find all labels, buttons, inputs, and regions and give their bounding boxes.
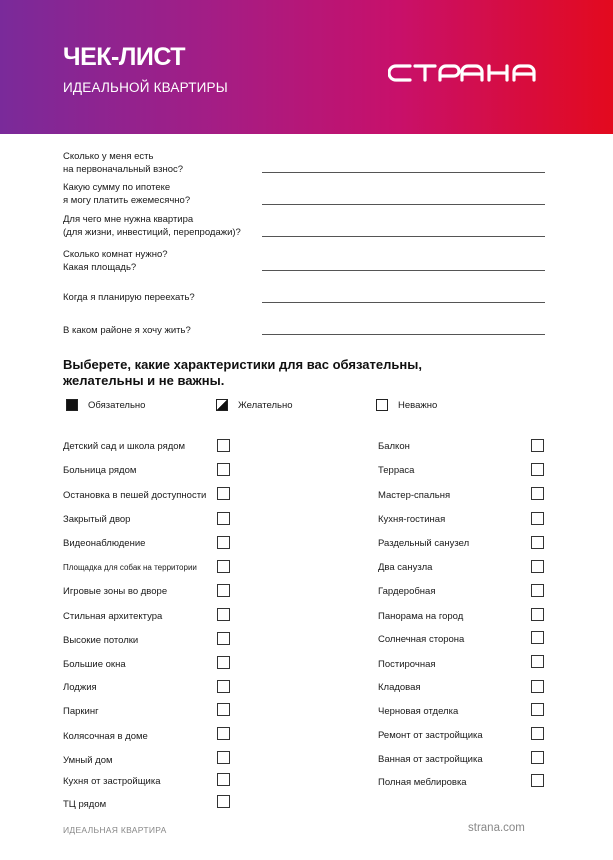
filled-square-icon — [66, 399, 78, 411]
list-item: Кухня от застройщика — [63, 775, 161, 787]
legend-desired — [216, 399, 292, 411]
checkbox[interactable] — [531, 536, 544, 549]
list-item: Терраса — [378, 464, 415, 476]
checkbox[interactable] — [217, 463, 230, 476]
legend-required-label: Обязательно — [88, 399, 146, 411]
checkbox[interactable] — [217, 608, 230, 621]
checkbox[interactable] — [531, 751, 544, 764]
checkbox[interactable] — [531, 463, 544, 476]
checkbox[interactable] — [217, 560, 230, 573]
list-item: Раздельный санузел — [378, 537, 470, 549]
answer-line-mortgage-payment[interactable] — [262, 204, 545, 205]
list-item: Балкон — [378, 440, 410, 452]
checkbox[interactable] — [531, 727, 544, 740]
list-item: Высокие потолки — [63, 634, 139, 646]
checkbox[interactable] — [531, 631, 544, 644]
answer-line-purpose[interactable] — [262, 236, 545, 237]
list-item: Стильная архитектура — [63, 610, 163, 622]
list-item: Колясочная в доме — [63, 730, 148, 742]
list-item: Видеонаблюдение — [63, 537, 146, 549]
list-item: Умный дом — [63, 754, 113, 766]
half-filled-square-icon — [216, 399, 228, 411]
checkbox[interactable] — [217, 584, 230, 597]
answer-line-down-payment[interactable] — [262, 172, 545, 173]
strana-logo-icon — [388, 63, 545, 83]
list-item: Большие окна — [63, 658, 126, 670]
list-item: Закрытый двор — [63, 513, 131, 525]
page-subtitle: ИДЕАЛЬНОЙ КВАРТИРЫ — [63, 80, 228, 95]
checkbox[interactable] — [531, 680, 544, 693]
checkbox[interactable] — [217, 656, 230, 669]
list-item: Ванная от застройщика — [378, 753, 483, 765]
list-item: Черновая отделка — [378, 705, 459, 717]
legend-desired-label: Желательно — [238, 399, 293, 411]
list-item: Лоджия — [63, 681, 97, 693]
question-rooms-area: Сколько комнат нужно? Какая площадь? — [63, 249, 168, 273]
checkbox[interactable] — [531, 608, 544, 621]
section-title: Выберете, какие характеристики для вас обязательны, желательны и не важны. — [63, 357, 422, 388]
checkbox[interactable] — [531, 439, 544, 452]
question-down-payment: Сколько у меня есть на первоначальный взнос? — [63, 151, 184, 175]
list-item: Кладовая — [378, 681, 421, 693]
checkbox[interactable] — [217, 751, 230, 764]
checkbox[interactable] — [531, 584, 544, 597]
checkbox[interactable] — [217, 512, 230, 525]
footer-caption: ИДЕАЛЬНАЯ КВАРТИРА — [63, 825, 167, 835]
footer-website: strana.com — [468, 822, 525, 834]
empty-square-icon — [376, 399, 388, 411]
page-title: ЧЕК-ЛИСТ — [63, 43, 186, 71]
list-item: Паркинг — [63, 705, 99, 717]
list-item: Панорама на город — [378, 610, 464, 622]
question-purpose: Для чего мне нужна квартира (для жизни, инвестиций, перепродажи)? — [63, 214, 241, 238]
question-move-date: Когда я планирую переехать? — [63, 292, 195, 303]
list-item: Детский сад и школа рядом — [63, 440, 186, 452]
checkbox[interactable] — [531, 487, 544, 500]
checkbox[interactable] — [531, 512, 544, 525]
checkbox[interactable] — [217, 536, 230, 549]
checkbox[interactable] — [217, 795, 230, 808]
list-item: Постирочная — [378, 658, 436, 670]
answer-line-move-date[interactable] — [262, 302, 545, 303]
list-item: Игровые зоны во дворе — [63, 585, 168, 597]
answer-line-rooms-area[interactable] — [262, 270, 545, 271]
list-item: Гардеробная — [378, 585, 436, 597]
checkbox[interactable] — [217, 727, 230, 740]
legend-unimportant-label: Неважно — [398, 399, 438, 411]
list-item: Мастер-спальня — [378, 489, 451, 501]
header-banner — [0, 0, 613, 134]
list-item: ТЦ рядом — [63, 798, 107, 810]
legend-unimportant — [376, 399, 437, 411]
checkbox[interactable] — [217, 680, 230, 693]
checkbox[interactable] — [531, 774, 544, 787]
list-item: Больница рядом — [63, 464, 137, 476]
checkbox[interactable] — [217, 703, 230, 716]
checkbox[interactable] — [217, 439, 230, 452]
checkbox[interactable] — [531, 703, 544, 716]
list-item: Площадка для собак на территории — [63, 562, 197, 572]
checkbox[interactable] — [531, 655, 544, 668]
checkbox[interactable] — [531, 560, 544, 573]
list-item: Остановка в пешей доступности — [63, 489, 207, 501]
checkbox[interactable] — [217, 773, 230, 786]
question-district: В каком районе я хочу жить? — [63, 325, 191, 336]
list-item: Ремонт от застройщика — [378, 729, 483, 741]
list-item: Полная меблировка — [378, 776, 467, 788]
checkbox[interactable] — [217, 487, 230, 500]
list-item: Два санузла — [378, 561, 433, 573]
answer-line-district[interactable] — [262, 334, 545, 335]
checkbox[interactable] — [217, 632, 230, 645]
legend-required — [66, 399, 145, 411]
list-item: Кухня-гостиная — [378, 513, 446, 525]
question-mortgage-payment: Какую сумму по ипотеке я могу платить ежемесячно? — [63, 182, 191, 206]
list-item: Солнечная сторона — [378, 633, 465, 645]
